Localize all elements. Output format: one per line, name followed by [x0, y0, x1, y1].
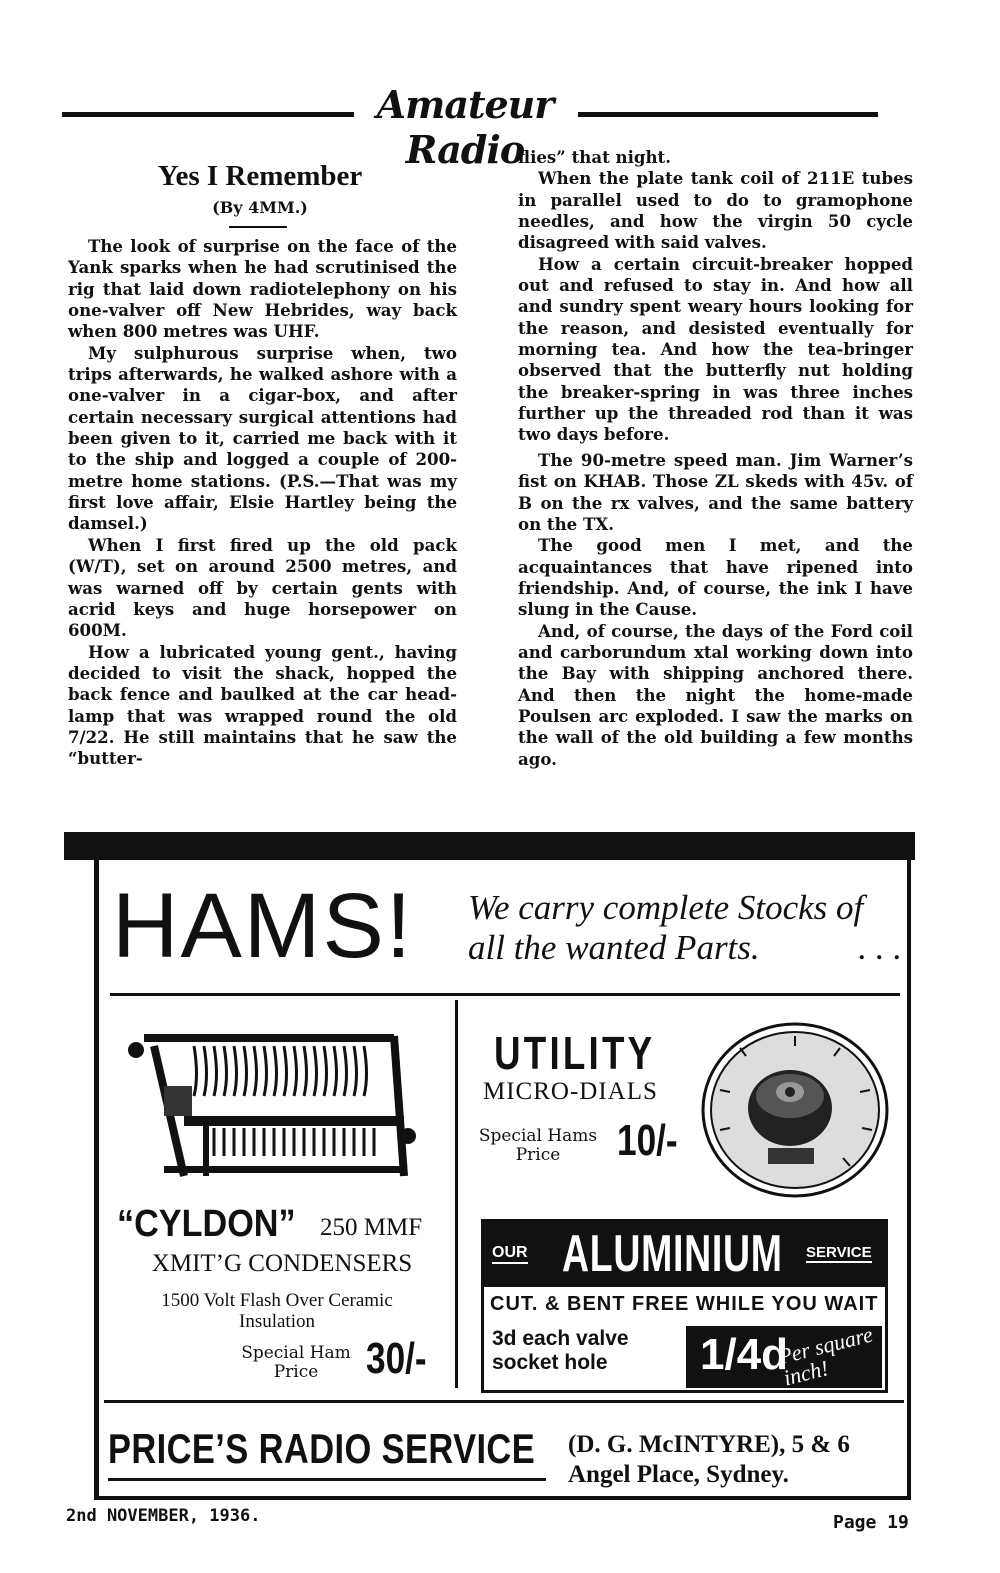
article-column-1	[68, 236, 457, 770]
ad-tagline-dots: . . .	[858, 928, 902, 967]
cyldon-price-label-line-2: Price	[273, 1362, 319, 1382]
article-paragraph: When the plate tank coil of 211E tubes in parallel used to do to gramophone needles, and how the virgin 50 cycle disagreed with said valves.	[518, 168, 913, 253]
article-paragraph: The look of surprise on the face of the Yank sparks when he had scrutinised the rig that laid down radiotelephony on his one-valver off New Hebrides, way back when 800 metres was UHF.	[68, 236, 457, 342]
ad-divider-middle	[455, 1000, 458, 1388]
article-paragraph: flies” that night.	[518, 147, 671, 167]
cyldon-price-label-line-1: Special Ham	[241, 1343, 351, 1363]
shop-address-line-2: Angel Place, Sydney.	[568, 1461, 789, 1488]
cyldon-price: 30/-	[366, 1334, 427, 1383]
article-byline: (By 4MM.)	[212, 198, 308, 217]
aluminium-title: ALUMINIUM	[562, 1225, 783, 1283]
cyldon-type: XMIT’G CONDENSERS	[151, 1250, 413, 1277]
article-title: Yes I Remember	[157, 160, 363, 192]
ad-tagline-text: We carry complete Stocks of all the wanted Parts.	[468, 888, 864, 967]
ad-top-bar	[64, 832, 915, 860]
aluminium-each-line-2: socket hole	[492, 1351, 608, 1374]
cyldon-description	[102, 1290, 452, 1332]
article-paragraph: When I first fired up the old pack (W/T), set on around 2500 metres, and was warned off by certain gents with acrid keys and huge horsepower on 600M.	[68, 534, 457, 641]
article-paragraph: The good men I met, and the acquaintances that have ripened into friendship. And, of course, the ink I have slung in the Cause.	[518, 535, 913, 620]
cyldon-description-line-1: 1500 Volt Flash Over Ceramic	[161, 1290, 393, 1311]
shop-name: PRICE’S RADIO SERVICE	[108, 1425, 536, 1472]
micro-dial-icon	[700, 1020, 890, 1200]
utility-price: 10/-	[617, 1116, 678, 1165]
masthead-title: Amateur Radio	[376, 82, 554, 172]
aluminium-each-line-1: 3d each valve	[492, 1327, 629, 1350]
page-number: Page 19	[833, 1512, 909, 1533]
aluminium-our: OUR	[492, 1244, 528, 1264]
article-paragraph: My sulphurous surprise when, two trips afterwards, he walked ashore with a one-valver in a cigar-box, and after certain necessary surgical attentions had been given to it, carried me back with it to the ship and logged a couple of 200-metre home stations. (P.S.—That was my first love affair, Elsie Hartley being the damsel.)	[68, 342, 457, 534]
cyldon-price-label	[228, 1344, 364, 1382]
aluminium-service-word: SERVICE	[806, 1244, 872, 1261]
article-title-rule	[229, 226, 287, 228]
cyldon-capacity: 250 MMF	[320, 1214, 423, 1241]
aluminium-price: 1/4d	[700, 1330, 789, 1379]
shop-address-line-1: (D. G. McINTYRE), 5 & 6	[568, 1431, 850, 1458]
article-column-2	[518, 147, 913, 770]
article-paragraph: How a certain circuit-breaker hopped out and refused to stay in. And how all and sundry spent weary hours looking for the reason, and desisted eventually for morning tea. And how the tea-bringer observed that the butterfly nut holding the breaker-spring in was three inches further up the threaded rod than it was two days before.	[518, 253, 913, 445]
ad-divider-bottom	[104, 1400, 904, 1403]
masthead-rule-left	[62, 112, 354, 117]
cyldon-description-line-2: Insulation	[239, 1311, 315, 1332]
ad-divider-top	[110, 993, 900, 996]
condenser-icon	[124, 1016, 420, 1188]
aluminium-cut-line: CUT. & BENT FREE WHILE YOU WAIT	[490, 1293, 879, 1315]
ad-headline: HAMS!	[112, 875, 414, 977]
masthead-rule-right	[578, 112, 878, 117]
utility-price-label-line-2: Price	[515, 1145, 561, 1165]
aluminium-per-unit: Per square inch!	[775, 1321, 876, 1391]
footer-date: 2nd NOVEMBER, 1936.	[66, 1506, 261, 1526]
utility-price-label-line-1: Special Hams	[478, 1126, 598, 1146]
utility-type: MICRO-DIALS	[483, 1078, 658, 1105]
article-paragraph: And, of course, the days of the Ford coil and carborundum xtal working down into the Bay with shipping anchored there. And then the night the home-made Poulsen arc exploded. I saw the marks on the wall of the old building a few months ago.	[518, 620, 913, 769]
ad-tagline	[468, 888, 908, 968]
aluminium-each	[492, 1327, 629, 1375]
shop-address	[568, 1430, 850, 1490]
shop-name-underline	[108, 1478, 546, 1481]
cyldon-name: “CYLDON”	[117, 1203, 296, 1245]
utility-price-label	[468, 1127, 608, 1165]
article-paragraph: The 90-metre speed man. Jim Warner’s fist on KHAB. Those ZL skeds with 45v. of B on the rx valves, and the same battery on the TX.	[518, 449, 913, 534]
utility-name: UTILITY	[494, 1027, 656, 1079]
article-paragraph: How a lubricated young gent., having decided to visit the shack, hopped the back fence and baulked at the car head-lamp that was wrapped round the old 7/22. He still maintains that he saw the “butter-	[68, 641, 457, 769]
